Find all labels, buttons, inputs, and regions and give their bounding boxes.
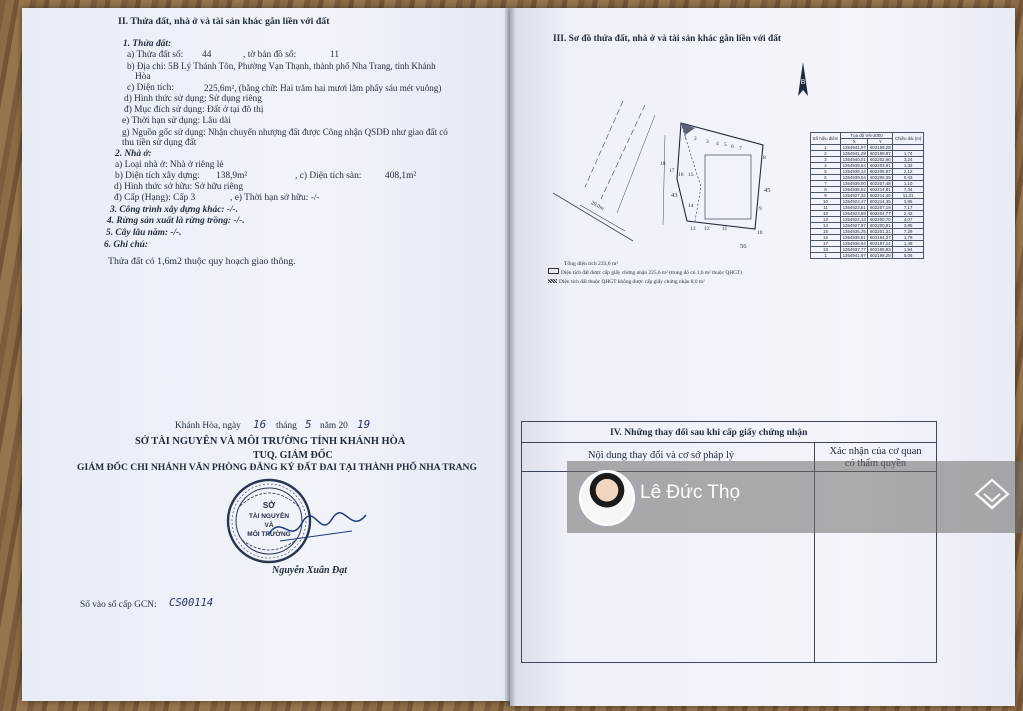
table-cell: 7	[811, 181, 841, 187]
table-cell: 7,29	[893, 229, 924, 235]
point-18: 18	[660, 161, 666, 167]
table-cell: 1,94	[893, 247, 924, 253]
origin-line-2: thu tiền sử dụng đất	[122, 138, 197, 148]
point-12: 12	[704, 226, 710, 232]
section-3-title: III. Sơ đồ thửa đất, nhà ở và tài sản khác gắn liền với đất	[553, 34, 782, 44]
table-cell: 602207,19	[868, 205, 893, 211]
table-cell: 602195,93	[868, 247, 893, 253]
point-14: 14	[688, 203, 694, 209]
owner-avatar[interactable]	[579, 470, 635, 526]
floor-area-value: 408,1m²	[385, 171, 417, 181]
table-cell: 602204,77	[868, 211, 893, 217]
table-cell: 7,34	[893, 187, 924, 193]
road-width-label: 20.0m	[589, 200, 605, 212]
table-cell: 602197,14	[868, 241, 893, 247]
svg-text:MÔI TRƯỜNG: MÔI TRƯỜNG	[247, 531, 291, 538]
notes-heading: 6. Ghi chú:	[104, 240, 149, 250]
table-header-y: Y	[868, 139, 893, 145]
use-purpose: đ) Mục đích sử dụng: Đất ở tại đô thị	[124, 105, 264, 115]
coordinates-table	[810, 132, 924, 288]
table-cell: 3,85	[893, 223, 924, 229]
house-type: a) Loại nhà ở: Nhà ở riêng lẻ	[115, 160, 224, 170]
table-cell: 5,06	[893, 253, 924, 259]
section-4-title: IV. Những thay đổi sau khi cấp giấy chứng nhận	[610, 427, 808, 438]
use-form: d) Hình thức sử dụng: Sử dụng riêng	[124, 94, 262, 104]
point-5: 5	[724, 142, 727, 148]
legend-planning-area: Diện tích đất thuộc QHGT không được cấp giấy chứng nhận 8,0 m²	[548, 277, 705, 288]
table-cell: 14	[811, 223, 841, 229]
date-year: 19	[357, 418, 371, 431]
owner-name[interactable]: Lê Đức Thọ	[640, 482, 741, 503]
svg-text:B: B	[800, 79, 806, 86]
table-cell: 7,17	[893, 205, 924, 211]
table-cell: 1354927,32	[840, 193, 867, 199]
date-month: 5	[305, 418, 312, 431]
table-cell: 3	[811, 157, 841, 163]
table-cell: 1354927,97	[840, 223, 867, 229]
changes-section	[521, 421, 937, 663]
floor-area-label: , c) Diện tích sàn:	[295, 171, 362, 181]
point-9: 9	[759, 206, 762, 212]
point-1: 1	[684, 135, 687, 141]
table-cell: 602207,48	[868, 181, 893, 187]
owner-watermark-bar	[567, 461, 1023, 533]
north-arrow-icon	[792, 60, 814, 100]
land-heading: 1. Thửa đất:	[123, 39, 172, 49]
register-number: CS00114	[169, 597, 214, 609]
table-header-point: Số hiệu điểm	[811, 133, 841, 145]
table-cell: 602200,70	[868, 217, 893, 223]
table-header-length: Chiều dài (m)	[893, 133, 924, 145]
table-cell: 4,07	[893, 217, 924, 223]
date-day: 16	[253, 418, 267, 431]
table-row	[811, 253, 924, 259]
table-cell: 13	[811, 217, 841, 223]
table-cell: 15	[811, 229, 841, 235]
table-cell: 17	[811, 241, 841, 247]
origin-line-1: g) Nguồn gốc sử dụng: Nhận chuyển nhượng đất được Công nhận QSDĐ như giao đất có	[122, 127, 448, 137]
signer-name: Nguyễn Xuân Đạt	[272, 565, 348, 576]
table-cell: 8	[811, 187, 841, 193]
table-cell: 2,42	[893, 211, 924, 217]
table-cell: 1354923,47	[840, 199, 867, 205]
table-cell: 1354923,81	[840, 205, 867, 211]
table-cell: 602214,35	[868, 199, 893, 205]
table-cell: 1354941,97	[840, 145, 867, 151]
table-cell: 0,43	[893, 175, 924, 181]
build-area-value: 138,9m²	[216, 171, 248, 181]
notes-text: Thửa đất có 1,6m2 thuộc quy hoạch giao thông.	[108, 256, 296, 267]
table-cell: 18	[811, 247, 841, 253]
map-sheet-label: , tờ bản đồ số:	[243, 50, 297, 60]
table-cell: 3,24	[893, 157, 924, 163]
diamond-stack-logo-icon	[972, 476, 1012, 516]
table-cell: 1354941,28	[840, 151, 867, 157]
table-cell: 602199,87	[868, 151, 893, 157]
table-cell: 1354935,81	[840, 235, 867, 241]
table-cell: 602206,39	[868, 175, 893, 181]
address-line-1: b) Địa chỉ: 5B Lý Thánh Tôn, Phường Vạn Thạnh, thành phố Nha Trang, tỉnh Khánh	[127, 61, 436, 71]
register-label: Số vào sổ cấp GCN:	[80, 600, 157, 610]
table-cell: 602198,28	[868, 253, 893, 259]
use-term: e) Thời hạn sử dụng: Lâu dài	[122, 116, 231, 126]
table-cell: 16	[811, 235, 841, 241]
house-heading: 2. Nhà ở:	[115, 149, 152, 159]
table-cell: 602205,97	[868, 169, 893, 175]
house-own-term: , e) Thời hạn sở hữu: -/-	[230, 193, 320, 203]
svg-text:SỞ: SỞ	[262, 501, 276, 510]
table-cell: 1354937,77	[840, 247, 867, 253]
table-cell: 1	[811, 253, 841, 259]
table-cell: 11	[811, 205, 841, 211]
table-cell: 1,32	[893, 163, 924, 169]
table-cell: 1354924,13	[840, 217, 867, 223]
parcel-number: 44	[202, 50, 212, 60]
address-line-2: Hòa	[135, 72, 151, 82]
table-cell: 2,12	[893, 169, 924, 175]
table-cell: 5	[811, 169, 841, 175]
neighbor-43: 43	[671, 192, 678, 199]
table-cell: 6	[811, 175, 841, 181]
table-cell: 1354940,01	[840, 157, 867, 163]
table-cell: 1354935,25	[840, 229, 867, 235]
house-grade: đ) Cấp (Hạng): Cấp 3	[114, 193, 196, 203]
svg-text:VÀ: VÀ	[264, 522, 274, 529]
point-16: 16	[678, 172, 684, 178]
proxy-title: TUQ. GIÁM ĐỐC	[253, 450, 333, 461]
table-cell: 602198,28	[868, 145, 893, 151]
date-month-label: tháng	[276, 421, 297, 431]
certificate-page-left	[22, 8, 510, 701]
signer-title: GIÁM ĐỐC CHI NHÁNH VĂN PHÒNG ĐĂNG KÝ ĐẤT ĐAI TẠI THÀNH PHỐ NHA TRANG	[77, 462, 477, 473]
table-cell: 2	[811, 151, 841, 157]
table-cell: 1,10	[893, 181, 924, 187]
table-cell: 602202,66	[868, 157, 893, 163]
changes-header	[522, 422, 936, 443]
table-cell: 1,79	[893, 235, 924, 241]
forest: 4. Rừng sản xuất là rừng trồng: -/-.	[107, 216, 245, 226]
point-8: 8	[763, 155, 766, 161]
point-15: 15	[688, 172, 694, 178]
point-10: 10	[757, 230, 763, 236]
date-year-label: năm 20	[320, 421, 348, 431]
table-cell: 1,74	[893, 151, 924, 157]
house-ownership: d) Hình thức sở hữu: Sở hữu riêng	[114, 182, 244, 192]
table-cell: 1354939,14	[840, 169, 867, 175]
table-header-x: X	[840, 139, 867, 145]
table-cell: 3,85	[893, 199, 924, 205]
point-17: 17	[669, 168, 675, 174]
perennial-trees: 5. Cây lâu năm: -/-.	[106, 228, 182, 238]
table-cell: 602214,81	[868, 187, 893, 193]
neighbor-45: 45	[764, 187, 771, 194]
table-cell: 10	[811, 199, 841, 205]
parcel-label: a) Thửa đất số:	[127, 50, 184, 60]
table-cell: 1354939,00	[840, 181, 867, 187]
legend-certified-area: Diện tích đất được cấp giấy chứng nhận 225,6 m² (trong đó có 1,6 m² thuộc QHGT)	[548, 268, 742, 279]
col-content-label: Nội dung thay đổi và cơ sở pháp lý	[588, 450, 735, 461]
point-6: 6	[731, 144, 734, 150]
table-cell: 11,31	[893, 193, 924, 199]
point-13: 13	[690, 226, 696, 232]
table-cell: 1,49	[893, 241, 924, 247]
table-cell: 1354923,89	[840, 211, 867, 217]
neighbor-56: 56	[740, 243, 747, 250]
table-cell: 602194,37	[868, 235, 893, 241]
build-area-label: b) Diện tích xây dựng:	[115, 171, 200, 181]
date-prefix: Khánh Hòa, ngày	[175, 421, 241, 431]
area-label: c) Diện tích:	[127, 83, 174, 93]
table-cell: 602214,46	[868, 193, 893, 199]
section-2-title: II. Thửa đất, nhà ở và tài sản khác gắn liền với đất	[118, 16, 330, 27]
table-cell: 9	[811, 193, 841, 199]
table-cell: 1354939,64	[840, 163, 867, 169]
table-header-coords: Tọa độ VN-2000	[840, 133, 892, 139]
point-11: 11	[722, 226, 728, 232]
table-cell: 1354939,04	[840, 175, 867, 181]
table-cell: 4	[811, 163, 841, 169]
page-fold	[505, 8, 515, 706]
table-cell: 1354936,64	[840, 241, 867, 247]
table-cell: 12	[811, 211, 841, 217]
map-sheet-number: 11	[330, 50, 340, 60]
total-area: Tổng diện tích 233,6 m²	[564, 261, 619, 267]
point-2: 2	[694, 136, 697, 142]
handwritten-signature	[262, 505, 372, 550]
table-cell: 602203,91	[868, 163, 893, 169]
svg-text:TÀI NGUYÊN: TÀI NGUYÊN	[248, 513, 290, 520]
point-4: 4	[716, 141, 719, 147]
table-cell: 1354938,62	[840, 187, 867, 193]
point-7: 7	[739, 146, 742, 152]
point-3: 3	[706, 139, 709, 145]
other-works: 3. Công trình xây dựng khác: -/-.	[110, 205, 239, 215]
table-cell: 602200,91	[868, 223, 893, 229]
col-confirm-line1: Xác nhận của cơ quan	[829, 446, 922, 457]
area-value: 225,6m², (bằng chữ: Hai trăm hai mươi lăm phẩy sáu mét vuông)	[204, 83, 442, 93]
table-cell: 1354941,97	[840, 253, 867, 259]
table-cell: 1	[811, 145, 841, 151]
issuing-authority: SỞ TÀI NGUYÊN VÀ MÔI TRƯỜNG TỈNH KHÁNH HÒA	[135, 436, 406, 447]
table-cell: 602201,31	[868, 229, 893, 235]
